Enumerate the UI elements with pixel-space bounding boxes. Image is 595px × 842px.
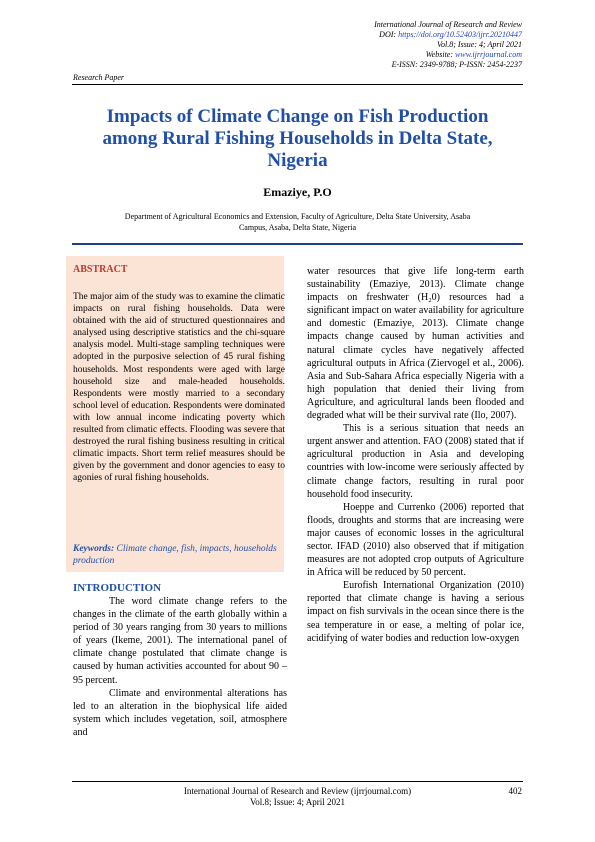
paragraph: This is a serious situation that needs an urgent answer and attention. FAO (2008) stated that if agricultural production in Asia and developing countries with low-income were seriously affected by climate change factors, resulting in rural poor household food insecurity. [307,423,524,500]
footer-journal: International Journal of Research and Review (ijrrjournal.com) [183,786,412,796]
doi-line: DOI: https://doi.org/10.52403/ijrr.20210447 [379,30,522,39]
paper-type: Research Paper [73,73,125,82]
keywords-list: Climate change, fish, impacts, households production [73,544,277,567]
page-footer [72,786,523,808]
abstract-text: The major aim of the study was to examine the climatic impacts on rural fishing households. Data were obtained with the aid of structured questionnaires and analysed using descriptive statistics and the chi-square analysis model. Multi-stage sampling techniques were adopted in the purposive selection of 45 rural fishing households. Most respondents were aged with large household size and male-headed households. Respondents were mostly married to a secondary school level of education. Respondents were dominated with low annual income indicating poverty which resulted from climatic effects. Flooding was severe that destroyed the rural fishing business resulting in critical climatic impacts. Short term relief measures should be given by the government and donor agencies to easy to agonies of rural fishing households. [73,292,285,484]
author-name: Emaziye, P.O [263,185,332,199]
paragraph: Eurofish International Organization (2010) reported that climate change is having a serious impact on fish survivals in the ocean since there is the sea temperature in or ease, a melting of polar ice, acidifying of water bodies and reduction low-oxygen [307,580,524,644]
header-divider [72,84,523,85]
keywords [73,543,285,567]
paragraph: Hoeppe and Currenko (2006) reported that floods, droughts and storms that are increasing were major causes of economic losses in the agricultural sector. IFAD (2010) also observed that if mitigation measures are not adopted crop outputs of Agriculture in Africa will be reduced by 50 percent. [307,501,524,579]
footer-divider [72,781,523,782]
introduction-heading: INTRODUCTION [73,582,162,594]
footer-volume: Vol.8; Issue: 4; April 2021 [249,797,346,807]
paragraph: water resources that give life long-term earth sustainability (Emaziye, 2013). Climate change impacts on freshwater (H₂0) resources had a significant impact on water availability for agriculture and domestic (Emaziye, 2013). Climate change impacts change caused by human activities and natural climate cycles have negatively affected agricultural outputs in Africa (Ziervogel et al., 2006). Asia and Sub-Sahara Africa especially Nigeria with a high population that denied their living from Agriculture, and agricultural lands been flooded and degraded what will be their survival rate (Ilo, 2007). [307,266,524,422]
keywords-label: Keywords: [73,544,115,554]
right-column-text [307,265,524,645]
paragraph: Climate and environmental alterations has led to an alteration in the biophysical life aided system which includes vegetation, soil, atmosphere and [73,687,287,738]
doi-link[interactable]: https://doi.org/10.52403/ijrr.20210447 [398,30,522,39]
left-column-text [73,595,287,739]
issn-line: E-ISSN: 2349-9788; P-ISSN: 2454-2237 [391,60,522,69]
paper-title: Impacts of Climate Change on Fish Production among Rural Fishing Households in Delta State, Nigeria [102,106,493,171]
title-divider [72,243,523,245]
author-affiliation: Department of Agricultural Economics and Extension, Faculty of Agriculture, Delta State University, Asaba Campus, Asaba, Delta State, Nigeria [124,212,471,232]
abstract-heading: ABSTRACT [73,264,128,275]
journal-header [374,20,522,70]
volume-line: Vol.8; Issue: 4; April 2021 [437,40,522,49]
website-link[interactable]: www.ijrrjournal.com [455,50,522,59]
website-line: Website: www.ijrrjournal.com [425,50,522,59]
journal-name: International Journal of Research and Review [374,20,522,29]
page-number: 402 [508,786,522,796]
paragraph: The word climate change refers to the changes in the climate of the earth globally within a period of 30 years ranging from 30 years to millions of years (Ikeme, 2001). The international panel of climate change postulated that climate change is caused by human activities accounted for about 90 – 95 percent. [73,596,287,686]
